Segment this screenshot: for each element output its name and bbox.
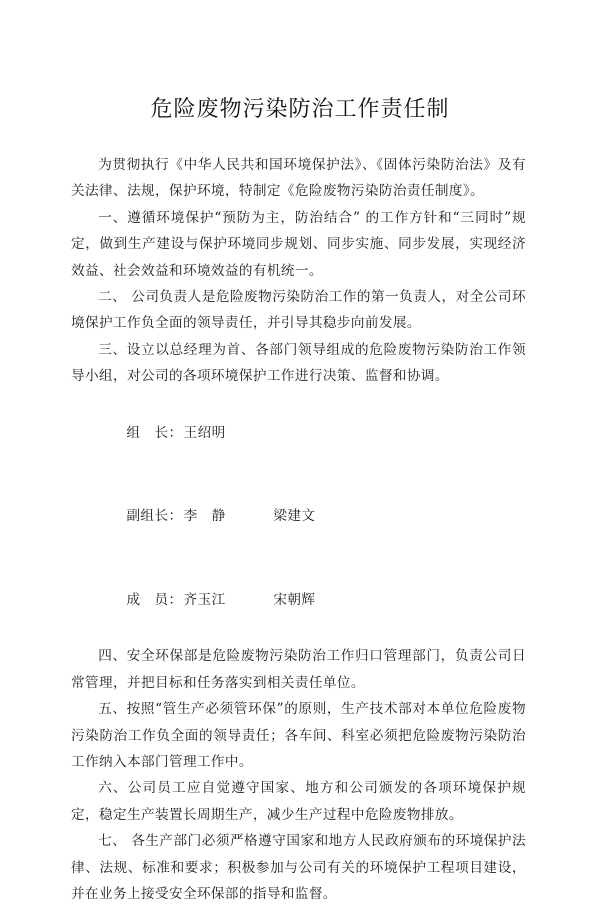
paragraph-4: 四、安全环保部是危险废物污染防治工作归口管理部门，负责公司日常管理，并把目标和任务落实到相关责任单位。 <box>71 648 526 691</box>
member-name-members-2: 宋朝辉 <box>273 591 316 608</box>
member-role-members: 成 员： <box>126 591 183 608</box>
member-role-deputy: 副组长： <box>126 508 183 525</box>
document-title: 危险废物污染防治工作责任制 <box>150 97 450 122</box>
member-row-deputy <box>71 477 526 556</box>
member-name-deputy-2: 梁建文 <box>273 508 316 525</box>
paragraph-5: 五、按照“管生产必须管环保”的原则，生产技术部对本单位危险废物污染防治工作负全面的领导责任；各车间、科室必须把危险废物污染防治工作纳入本部门管理工作中。 <box>71 701 526 770</box>
paragraph-3: 三、设立以总经理为首、各部门领导组成的危险废物污染防治工作领导小组，对公司的各项环境保护工作进行决策、监督和协调。 <box>71 341 526 385</box>
paragraph-7: 七、 各生产部门必须严格遵守国家和地方人民政府颁布的环境保护法律、法规、标准和要求；积极参加与公司有关的环境保护工程项目建设，并在业务上接受安全环保部的指导和监督。 <box>71 833 526 902</box>
member-name-leader: 王绍明 <box>183 425 226 442</box>
paragraph-1: 一、遵循环境保护“预防为主，防治结合” 的工作方针和“三同时”规定，做到生产建设与保护环境同步规划、同步实施、同步发展，实现经济效益、社会效益和环境效益的有机统一。 <box>71 209 526 279</box>
paragraph-intro: 为贯彻执行《中华人民共和国环境保护法》、《固体污染防治法》及有关法律、法规，保护环境，特制定《危险废物污染防治责任制度》。 <box>71 157 526 200</box>
paragraph-6: 六、公司员工应自觉遵守国家、地方和公司颁发的各项环境保护规定，稳定生产装置长周期生产，减少生产过程中危险废物排放。 <box>71 780 526 823</box>
member-row-members <box>71 560 526 639</box>
paragraph-2: 二、 公司负责人是危险废物污染防治工作的第一负责人，对全公司环境保护工作负全面的领导责任，并引导其稳步向前发展。 <box>71 289 526 332</box>
member-name-deputy-1: 李 静 <box>183 508 226 525</box>
document-body <box>71 152 526 907</box>
member-name-members-1: 齐玉江 <box>183 591 226 608</box>
member-row-leader <box>71 394 526 473</box>
member-role-leader: 组 长： <box>126 425 183 442</box>
